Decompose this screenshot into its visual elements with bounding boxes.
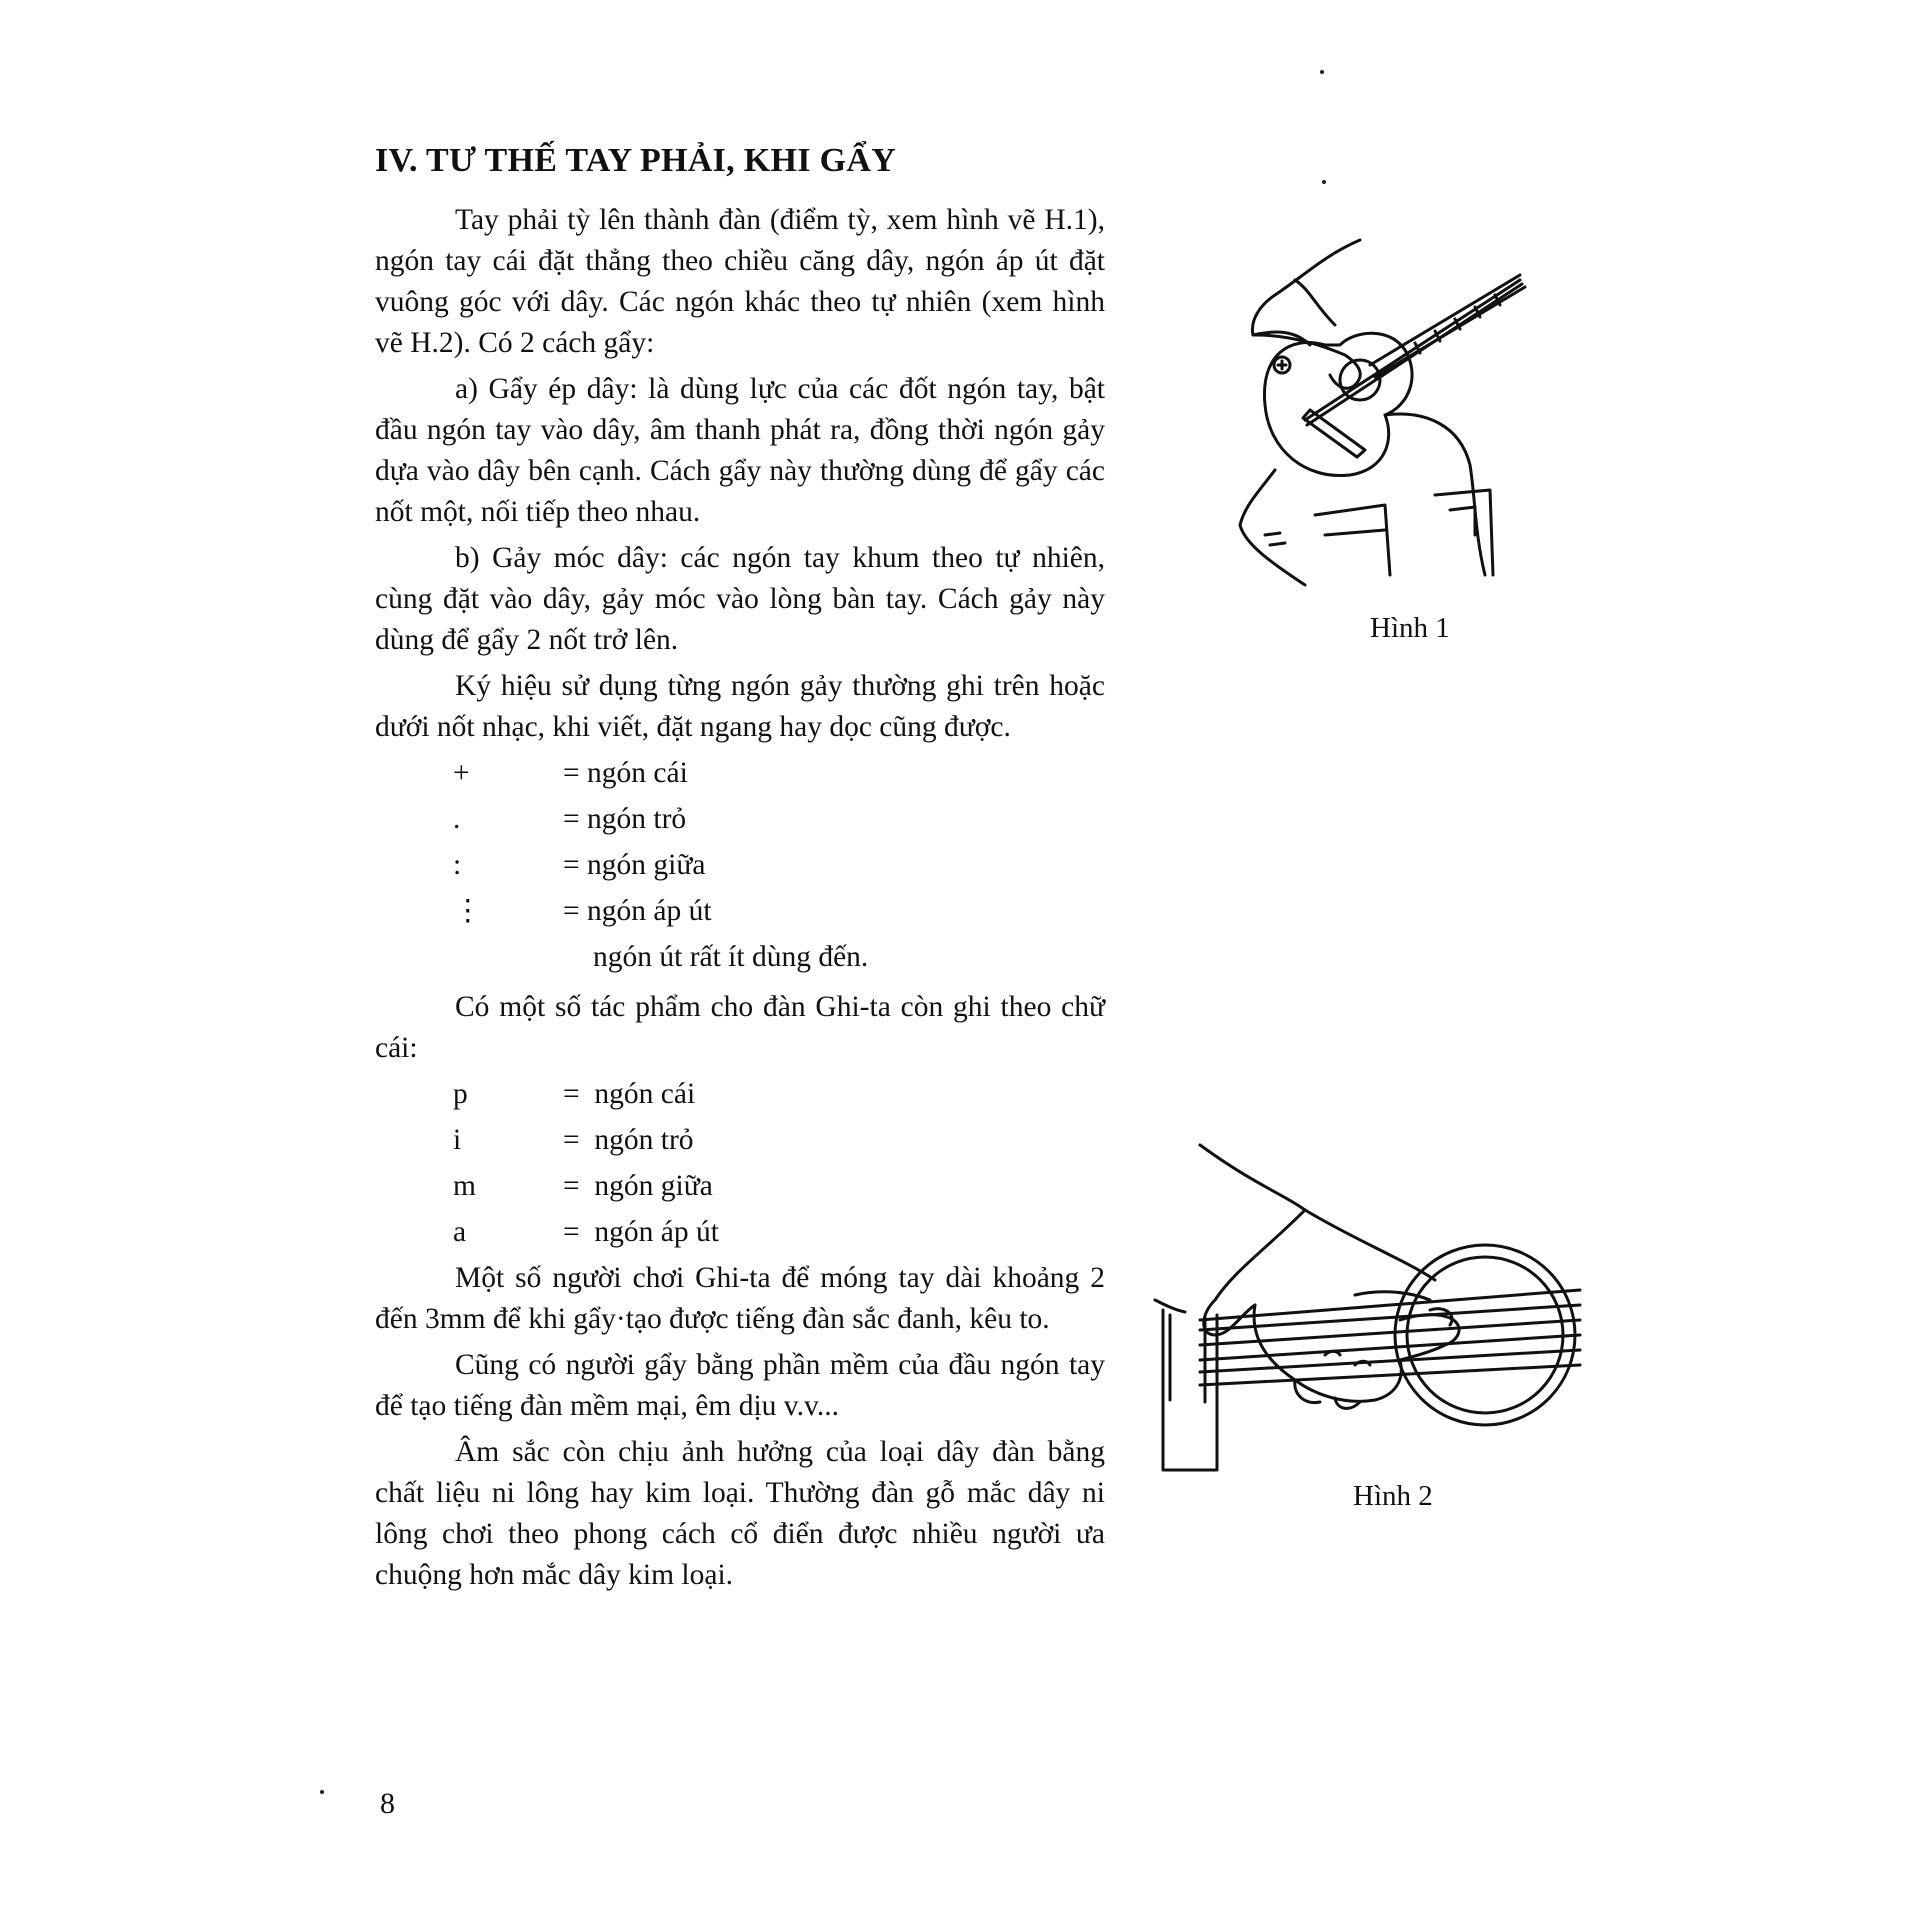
paragraph-long-nails: Một số người chơi Ghi-ta để móng tay dài khoảng 2 đến 3mm để khi gẩy·tạo được tiếng đàn sắc đanh, kêu to. [375,1262,1105,1335]
letter-row [375,1074,1105,1120]
symbol-row [375,891,1105,937]
symbol-mark: ⋮ [453,895,483,927]
letter-mark: m [453,1170,476,1202]
letter-meaning: = ngón trỏ [563,1124,694,1156]
symbol-meaning: = ngón cái [563,757,688,789]
symbol-meaning: = ngón giữa [563,849,706,881]
paragraph-letters-intro: Có một số tác phẩm cho đàn Ghi-ta còn ghi theo chữ cái: [375,991,1105,1064]
section-heading: IV. TƯ THẾ TAY PHẢI, KHI GẨY [375,142,897,179]
scan-speck [320,1790,324,1794]
symbol-mark: : [453,849,462,881]
figure-1-caption: Hình 1 [1370,612,1450,644]
page-number: 8 [380,1787,395,1820]
paragraph-hook-stroke: b) Gảy móc dây: các ngón tay khum theo tự nhiên, cùng đặt vào dây, gảy móc vào lòng bàn tay. Cách gảy này dùng để gẩy 2 nốt trở lên. [375,542,1105,656]
symbol-mark: + [453,757,470,789]
letter-meaning: = ngón cái [563,1078,696,1110]
text-column [375,200,1105,1601]
letter-mark: p [453,1078,468,1110]
paragraph-string-material: Âm sắc còn chịu ảnh hưởng của loại dây đàn bằng chất liệu ni lông hay kim loại. Thường đàn gỗ mắc dây ni lông chơi theo phong cách cổ điển được nhiều người ưa chuộng hơn mắc dây kim loại. [375,1436,1105,1591]
figure-2-caption: Hình 2 [1353,1480,1433,1512]
letter-meaning: = ngón áp út [563,1216,719,1248]
paragraph-intro: Tay phải tỳ lên thành đàn (điểm tỳ, xem hình vẽ H.1), ngón tay cái đặt thẳng theo chiều căng dây, ngón áp út đặt vuông góc với dây. Các ngón khác theo tự nhiên (xem hình vẽ H.2). Có 2 cách gẩy: [375,204,1105,359]
scan-speck [1322,180,1326,184]
finger-symbol-list [375,753,1105,987]
symbols-note: ngón út rất ít dùng đến. [593,941,869,973]
letter-meaning: = ngón giữa [563,1170,713,1202]
letter-row [375,1212,1105,1258]
letter-mark: i [453,1124,462,1156]
symbol-row [375,799,1105,845]
symbol-row [375,753,1105,799]
letter-mark: a [453,1216,467,1248]
symbol-meaning: = ngón áp út [563,895,712,927]
symbol-meaning: = ngón trỏ [563,803,687,835]
figure-1-guitarist-illustration [1235,235,1535,595]
letter-row [375,1166,1105,1212]
finger-letter-list [375,1074,1105,1258]
scan-speck [1320,70,1324,74]
paragraph-symbols-intro: Ký hiệu sử dụng từng ngón gảy thường ghi trên hoặc dưới nốt nhạc, khi viết, đặt ngang hay dọc cũng được. [375,670,1105,743]
symbol-row [375,845,1105,891]
letter-row [375,1120,1105,1166]
figure-2-right-hand-illustration [1145,1140,1595,1485]
paragraph-press-stroke: a) Gẩy ép dây: là dùng lực của các đốt ngón tay, bật đầu ngón tay vào dây, âm thanh phát ra, đồng thời ngón gảy dựa vào dây bên cạnh. Cách gẩy này thường dùng để gẩy các nốt một, nối tiếp theo nhau. [375,373,1105,528]
symbol-mark: . [453,803,461,835]
paragraph-soft-tip: Cũng có người gẩy bằng phần mềm của đầu ngón tay để tạo tiếng đàn mềm mại, êm dịu v.v... [375,1349,1105,1422]
